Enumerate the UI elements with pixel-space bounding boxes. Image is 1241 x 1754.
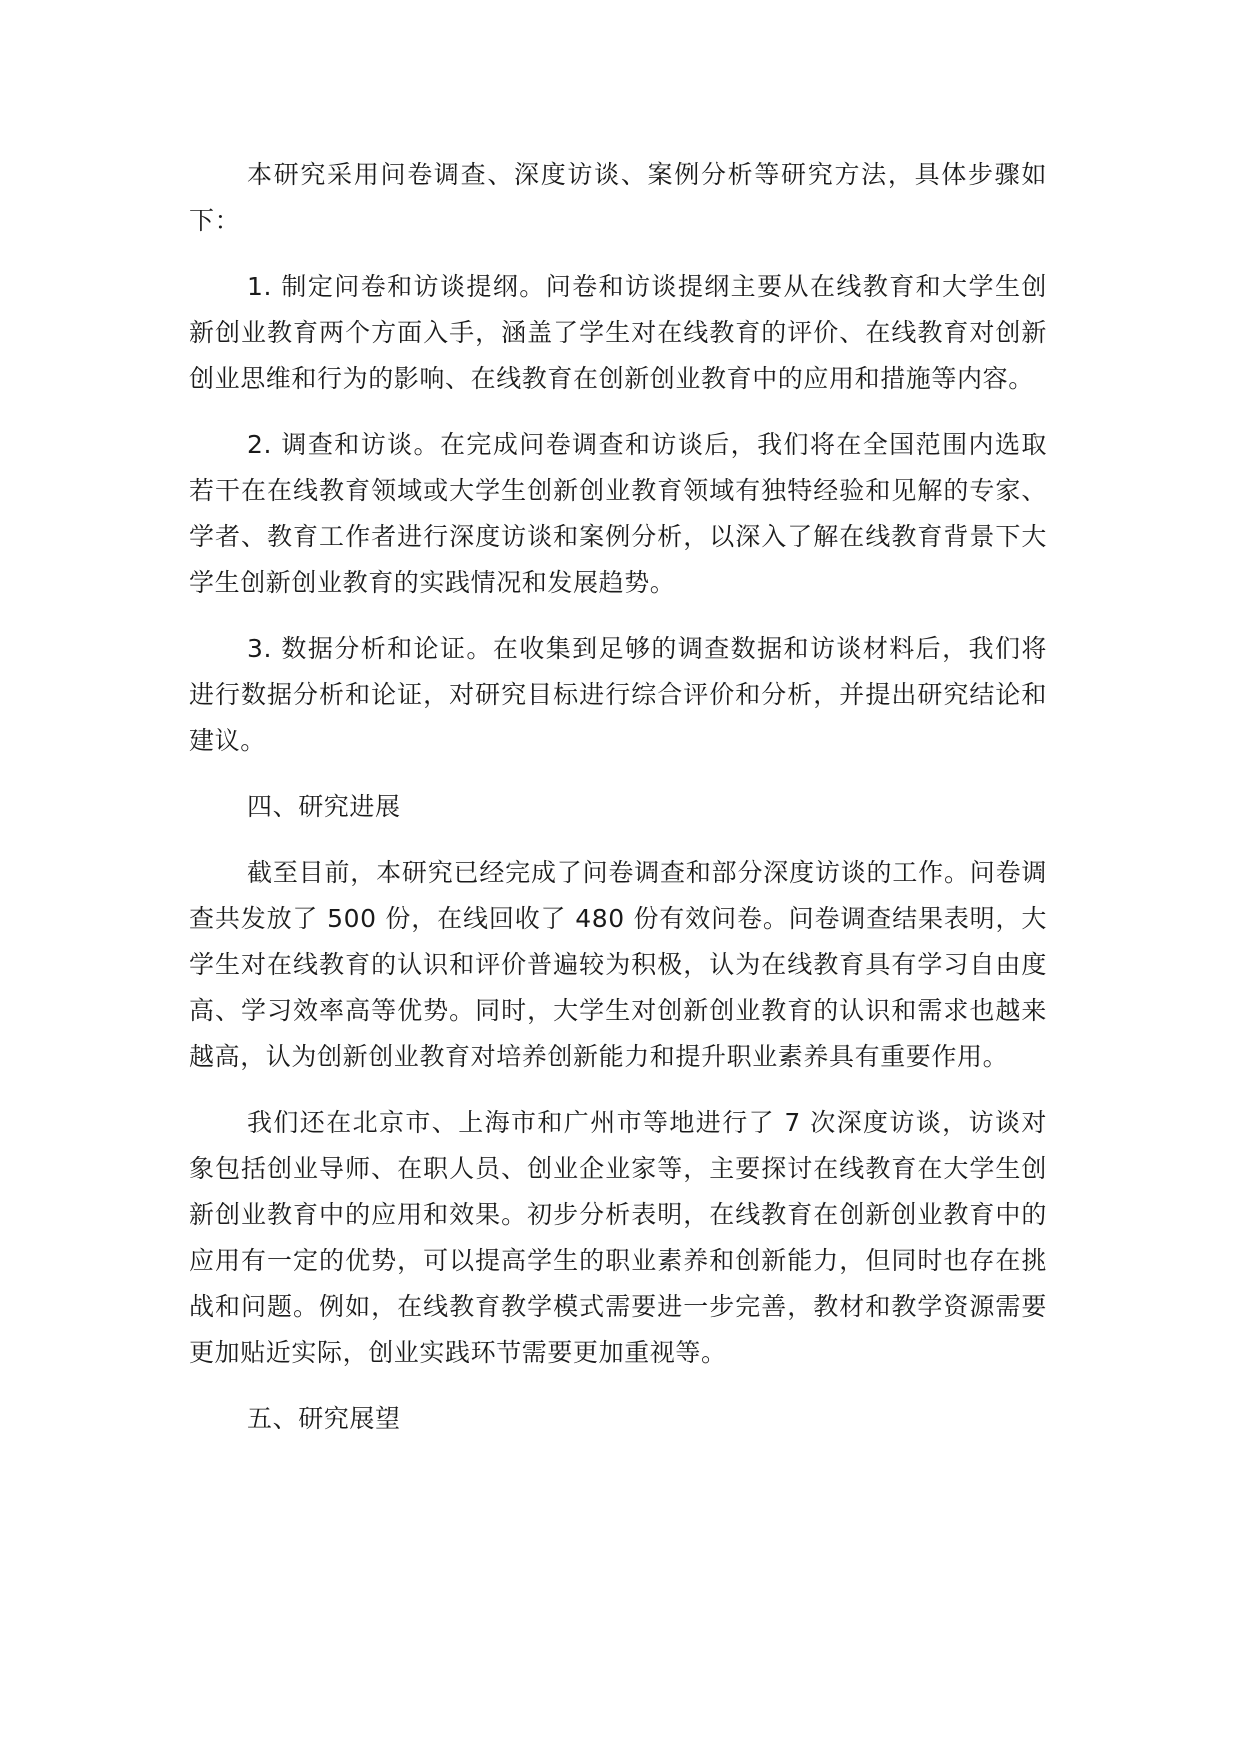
- section-heading-progress: 四、研究进展: [247, 792, 401, 821]
- paragraph-step-1: 1. 制定问卷和访谈提纲。问卷和访谈提纲主要从在线教育和大学生创新创业教育两个方面入手，涵盖了学生对在线教育的评价、在线教育对创新创业思维和行为的影响、在线教育在创新创业教育中的应用和措施等内容。: [189, 272, 1047, 393]
- paragraph-step-2: 2. 调查和访谈。在完成问卷调查和访谈后，我们将在全国范围内选取若干在在线教育领域或大学生创新创业教育领域有独特经验和见解的专家、学者、教育工作者进行深度访谈和案例分析，以深入了解在线教育背景下大学生创新创业教育的实践情况和发展趋势。: [189, 430, 1047, 597]
- paragraph-step-3: 3. 数据分析和论证。在收集到足够的调查数据和访谈材料后，我们将进行数据分析和论证，对研究目标进行综合评价和分析，并提出研究结论和建议。: [189, 634, 1047, 755]
- section-heading-outlook: 五、研究展望: [247, 1404, 401, 1433]
- paragraph-progress-interviews: 我们还在北京市、上海市和广州市等地进行了 7 次深度访谈，访谈对象包括创业导师、在职人员、创业企业家等，主要探讨在线教育在大学生创新创业教育中的应用和效果。初步分析表明，在线教育在创新创业教育中的应用有一定的优势，可以提高学生的职业素养和创新能力，但同时也存在挑战和问题。例如，在线教育教学模式需要进一步完善，教材和教学资源需要更加贴近实际，创业实践环节需要更加重视等。: [189, 1108, 1047, 1367]
- paragraph-methods-intro: 本研究采用问卷调查、深度访谈、案例分析等研究方法，具体步骤如下：: [189, 160, 1047, 235]
- paragraph-progress-survey: 截至目前，本研究已经完成了问卷调查和部分深度访谈的工作。问卷调查共发放了 500 份，在线回收了 480 份有效问卷。问卷调查结果表明，大学生对在线教育的认识和评价普遍较为积极，认为在线教育具有学习自由度高、学习效率高等优势。同时，大学生对创新创业教育的认识和需求也越来越高，认为创新创业教育对培养创新能力和提升职业素养具有重要作用。: [189, 858, 1047, 1071]
- document-body: [189, 152, 1047, 1462]
